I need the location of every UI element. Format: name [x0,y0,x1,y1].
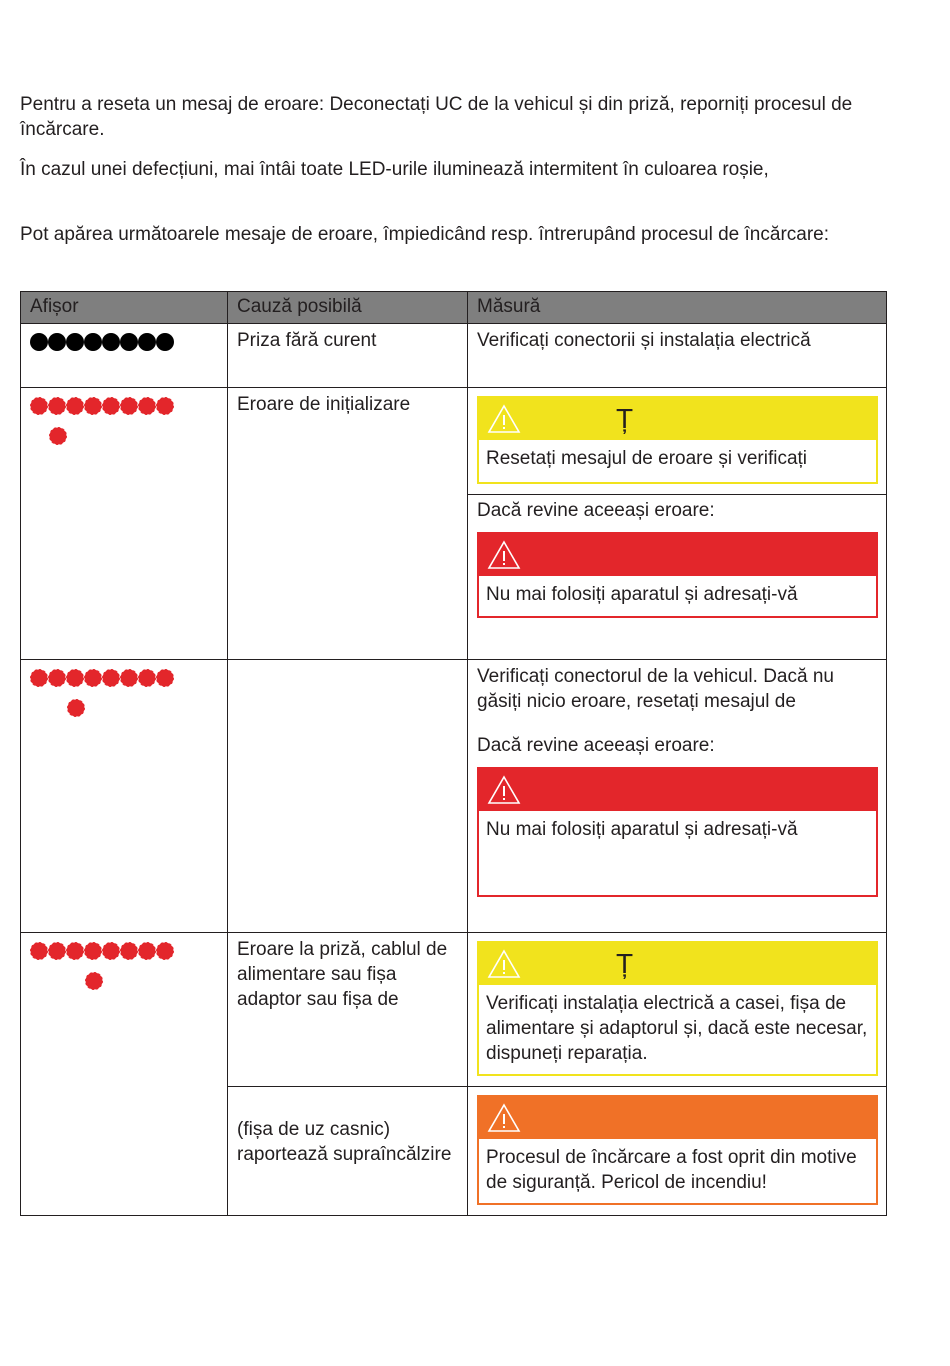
measure-text: Verificați conectorul de la vehicul. Dacă nu găsiți nicio eroare, resetați mesajul de [477,666,834,712]
warning-triangle-icon [487,775,521,805]
led-blinking-icon [66,397,84,415]
measure-cell [468,933,887,1087]
led-blinking-icon [102,397,120,415]
warning-box [477,941,878,1076]
led-blinking-icon [48,942,66,960]
measure-cell [468,660,887,933]
display-cell [21,660,228,933]
table-row [21,388,887,660]
measure-cell [468,1087,887,1216]
led-blinking-icon [49,427,67,445]
led-blinking-icon [138,397,156,415]
led-blinking-icon [30,669,48,687]
led-solid-icon [138,333,156,351]
display-cell [21,933,228,1216]
warning-bar [479,398,876,440]
table-row [21,324,887,388]
cause-text: (fișa de uz casnic) raportează supraîncălzire [237,1119,452,1165]
cause-cell [228,1087,468,1216]
led-solid-icon [48,333,66,351]
cause-text: Eroare de inițializare [237,394,411,415]
cause-cell [228,388,468,660]
led-blinking-icon [30,397,48,415]
led-row-blinking [21,933,227,960]
table-header-row [21,292,887,324]
warning-box [477,396,878,484]
header-measure: Măsură [468,292,887,324]
caution-text: Procesul de încărcare a fost oprit din motive de siguranță. Pericol de incendiu! [486,1147,857,1193]
header-display: Afișor [21,292,228,324]
led-blinking-icon [85,972,103,990]
led-blinking-icon [67,699,85,717]
led-blinking-icon [120,669,138,687]
led-blinking-icon [120,942,138,960]
measure-cell [468,324,887,388]
single-led [85,972,227,996]
led-blinking-icon [138,942,156,960]
led-blinking-icon [102,942,120,960]
warning-bar [479,943,876,985]
led-blinking-icon [156,942,174,960]
fault-description: În cazul unei defecțiuni, mai întâi toate LED-urile iluminează intermitent în culoarea roșie, [20,159,769,180]
led-blinking-icon [66,942,84,960]
warning-word: Ț [616,948,634,979]
led-solid-icon [30,333,48,351]
warning-triangle-icon [487,540,521,570]
cause-text [228,660,467,668]
danger-text: Nu mai folosiți aparatul și adresați-vă [486,584,798,605]
led-blinking-icon [30,942,48,960]
measure-text: Verificați conectorii și instalația electrică [477,330,811,351]
led-solid-icon [102,333,120,351]
led-solid-icon [156,333,174,351]
messages-intro: Pot apărea următoarele mesaje de eroare, împiedicând resp. întrerupând procesul de încărcare: [20,224,830,245]
danger-bar [479,534,876,576]
led-row-blinking [21,388,227,415]
led-blinking-icon [138,669,156,687]
led-row-solid [21,324,227,351]
caution-bar [479,1097,876,1139]
led-solid-icon [120,333,138,351]
danger-text: Nu mai folosiți aparatul și adresați-vă [486,819,798,840]
cause-cell [228,660,468,933]
cause-cell [228,933,468,1087]
led-blinking-icon [84,942,102,960]
led-solid-icon [84,333,102,351]
led-solid-icon [66,333,84,351]
single-led [49,427,227,451]
led-blinking-icon [102,669,120,687]
led-blinking-icon [120,397,138,415]
led-blinking-icon [66,669,84,687]
warning-text: Resetați mesajul de eroare și verificați [486,448,808,469]
led-blinking-icon [84,669,102,687]
danger-box [477,767,878,897]
repeat-text: Dacă revine aceeași eroare: [477,735,715,756]
error-table [20,291,887,1216]
led-blinking-icon [156,669,174,687]
cause-cell [228,324,468,388]
single-led [67,699,227,723]
warning-word: Ț [616,403,634,434]
danger-box [477,532,878,618]
measure-cell [468,388,887,660]
warning-triangle-icon [487,949,521,979]
led-blinking-icon [84,397,102,415]
warning-triangle-icon [487,404,521,434]
repeat-text: Dacă revine aceeași eroare: [477,500,715,521]
display-cell [21,388,228,660]
table-row [21,660,887,933]
warning-triangle-icon [487,1103,521,1133]
led-row-blinking [21,660,227,687]
reset-instruction: Pentru a reseta un mesaj de eroare: Deconectați UC de la vehicul și din priză, reporniți procesul de încărcare. [20,94,853,140]
cause-text: Eroare la priză, cablul de alimentare sau fișa adaptor sau fișa de [237,939,448,1010]
led-blinking-icon [156,397,174,415]
warning-text: Verificați instalația electrică a casei, fișa de alimentare și adaptorul și, dacă este necesar, dispuneți reparația. [486,993,868,1064]
header-cause: Cauză posibilă [228,292,468,324]
led-blinking-icon [48,397,66,415]
led-blinking-icon [48,669,66,687]
danger-bar [479,769,876,811]
cause-text: Priza fără curent [237,330,377,351]
caution-box [477,1095,878,1205]
display-cell [21,324,228,388]
table-row [21,933,887,1087]
